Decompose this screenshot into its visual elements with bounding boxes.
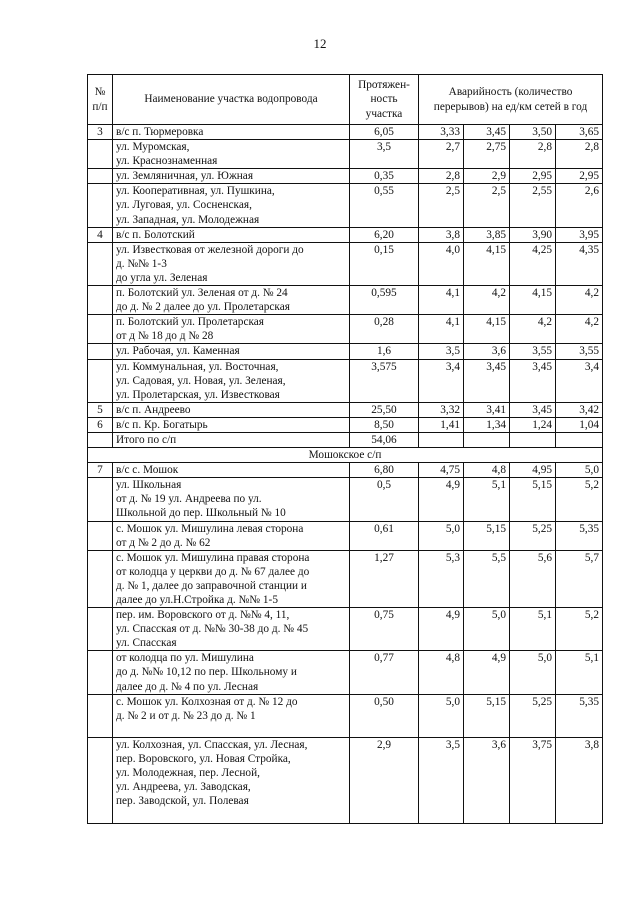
failure-rate-3: 2,55 (510, 184, 556, 227)
section-name (113, 242, 350, 285)
section-name-line: пер. Воровского, ул. Новая Стройка, (116, 753, 291, 766)
failure-rate-2: 3,85 (464, 227, 510, 242)
table-row (88, 184, 603, 227)
section-length: 0,35 (350, 169, 419, 184)
section-length: 0,28 (350, 315, 419, 344)
failure-rate-3: 2,8 (510, 140, 556, 169)
failure-rate-3: 3,45 (510, 402, 556, 417)
table-row (88, 125, 603, 140)
failure-rate-1: 1,41 (419, 417, 464, 432)
failure-rate-4: 4,2 (556, 315, 603, 344)
failure-rate-2: 4,8 (464, 463, 510, 478)
failure-rate-3: 4,95 (510, 463, 556, 478)
section-name-line: от колодца по ул. Мишулина (116, 652, 254, 665)
failure-rate-4: 5,2 (556, 478, 603, 521)
section-name-line: от д № 2 до д. № 62 (116, 536, 211, 549)
header-rate: Аварийность (количество перерывов) на ед/км сетей в год (419, 75, 603, 125)
row-number (88, 478, 113, 521)
failure-rate-3: 4,15 (510, 286, 556, 315)
table-row (88, 651, 603, 694)
row-number (88, 694, 113, 737)
failure-rate-2: 3,45 (464, 125, 510, 140)
section-name-line: пер. Заводской, ул. Полевая (116, 795, 249, 808)
failure-rate-3: 3,45 (510, 359, 556, 402)
section-length: 0,50 (350, 694, 419, 737)
failure-rate-2: 3,6 (464, 344, 510, 359)
failure-rate-4: 3,4 (556, 359, 603, 402)
failure-rate-3: 3,75 (510, 737, 556, 823)
section-name (113, 344, 350, 359)
row-number (88, 140, 113, 169)
row-number: 7 (88, 463, 113, 478)
section-name (113, 417, 350, 432)
section-row (88, 448, 603, 463)
section-length: 8,50 (350, 417, 419, 432)
section-name-line: до угла ул. Зеленая (116, 271, 208, 284)
row-number: 6 (88, 417, 113, 432)
section-name-line: ул. Кооперативная, ул. Пушкина, (116, 185, 275, 198)
table-row (88, 432, 603, 447)
failure-rate-2 (464, 432, 510, 447)
section-name-line: далее до д. № 4 по ул. Лесная (116, 680, 259, 693)
row-number (88, 737, 113, 823)
failure-rate-4: 3,65 (556, 125, 603, 140)
section-name (113, 651, 350, 694)
failure-rate-4: 5,35 (556, 521, 603, 550)
section-name (113, 169, 350, 184)
failure-rate-3: 3,55 (510, 344, 556, 359)
failure-rate-1: 4,1 (419, 315, 464, 344)
section-name-line: д. № 2 и от д. № 23 до д. № 1 (116, 709, 256, 722)
section-length: 3,5 (350, 140, 419, 169)
failure-rate-4: 2,95 (556, 169, 603, 184)
row-number: 4 (88, 227, 113, 242)
failure-rate-1: 3,5 (419, 344, 464, 359)
section-name-line: до д. №№ 10,12 по пер. Школьному и (116, 666, 297, 679)
section-name-line: ул. Известковая от железной дороги до (116, 243, 304, 256)
row-number (88, 184, 113, 227)
section-name-line: д. № 1, далее до заправочной станции и (116, 579, 307, 592)
table-row (88, 402, 603, 417)
failure-rate-4: 4,35 (556, 242, 603, 285)
failure-rate-1: 4,9 (419, 478, 464, 521)
row-number (88, 521, 113, 550)
failure-rate-3: 3,50 (510, 125, 556, 140)
section-name (113, 140, 350, 169)
section-length: 1,6 (350, 344, 419, 359)
failure-rate-4: 2,8 (556, 140, 603, 169)
section-name-line: пер. им. Воровского от д. №№ 4, 11, (116, 609, 290, 622)
row-number (88, 550, 113, 607)
section-length: 6,80 (350, 463, 419, 478)
table-row (88, 315, 603, 344)
section-name-line: д. №№ 1-3 (116, 257, 167, 270)
failure-rate-4: 3,55 (556, 344, 603, 359)
section-name-line: далее до ул.Н.Стройка д. №№ 1-5 (116, 594, 278, 606)
table-row (88, 417, 603, 432)
section-name-line: ул. Спасская (116, 637, 177, 650)
failure-rate-2: 2,75 (464, 140, 510, 169)
failure-rate-3: 3,90 (510, 227, 556, 242)
failure-rate-2: 5,15 (464, 521, 510, 550)
row-number (88, 169, 113, 184)
section-name-line: ул. Школьная (116, 479, 182, 492)
row-number (88, 608, 113, 651)
failure-rate-2: 4,15 (464, 242, 510, 285)
failure-rate-1: 4,9 (419, 608, 464, 651)
failure-rate-1: 4,1 (419, 286, 464, 315)
table-row (88, 463, 603, 478)
section-length: 0,5 (350, 478, 419, 521)
water-network-table (87, 74, 603, 824)
header-num: № п/п (88, 75, 113, 125)
section-name (113, 608, 350, 651)
failure-rate-4 (556, 432, 603, 447)
failure-rate-4: 3,95 (556, 227, 603, 242)
header-length: Протяжен-ность участка (350, 75, 419, 125)
section-length: 3,575 (350, 359, 419, 402)
section-name-line: ул. Луговая, ул. Сосненская, (116, 199, 252, 212)
table-row (88, 344, 603, 359)
section-name-line: с. Мошок ул. Мишулина правая сторона (116, 551, 310, 564)
failure-rate-1: 3,5 (419, 737, 464, 823)
section-name (113, 463, 350, 478)
row-number (88, 315, 113, 344)
failure-rate-4: 5,35 (556, 694, 603, 737)
section-name (113, 550, 350, 607)
section-name-line: ул. Пролетарская, ул. Известковая (116, 388, 280, 401)
failure-rate-2: 2,5 (464, 184, 510, 227)
table-row (88, 359, 603, 402)
section-name-line: от д № 18 до д № 28 (116, 330, 214, 343)
section-name-line: ул. Коммунальная, ул. Восточная, (116, 360, 279, 373)
section-length: 1,27 (350, 550, 419, 607)
section-name-line: ул. Западная, ул. Молодежная (116, 213, 260, 226)
failure-rate-3: 4,25 (510, 242, 556, 285)
failure-rate-1: 3,33 (419, 125, 464, 140)
row-number (88, 344, 113, 359)
section-name-line: в/с п. Болотский (116, 228, 195, 241)
failure-rate-3: 2,95 (510, 169, 556, 184)
header-name: Наименование участка водопровода (113, 75, 350, 125)
table-row (88, 286, 603, 315)
failure-rate-1: 5,0 (419, 521, 464, 550)
section-length: 54,06 (350, 432, 419, 447)
page-number: 12 (313, 36, 327, 51)
failure-rate-1: 2,7 (419, 140, 464, 169)
section-name (113, 227, 350, 242)
section-name-line: п. Болотский ул. Зеленая от д. № 24 (116, 287, 288, 300)
section-length: 6,20 (350, 227, 419, 242)
failure-rate-1: 5,3 (419, 550, 464, 607)
section-length: 25,50 (350, 402, 419, 417)
section-length: 0,595 (350, 286, 419, 315)
section-length: 0,15 (350, 242, 419, 285)
section-title: Мошокское с/п (88, 448, 603, 463)
failure-rate-2: 5,1 (464, 478, 510, 521)
table-row (88, 242, 603, 285)
failure-rate-4: 5,1 (556, 651, 603, 694)
section-name (113, 286, 350, 315)
failure-rate-2: 3,45 (464, 359, 510, 402)
section-name-line: ул. Земляничная, ул. Южная (116, 170, 254, 183)
section-name (113, 359, 350, 402)
section-name-line: Итого по с/п (116, 433, 177, 446)
failure-rate-2: 5,0 (464, 608, 510, 651)
section-length: 0,77 (350, 651, 419, 694)
failure-rate-2: 5,15 (464, 694, 510, 737)
row-number: 5 (88, 402, 113, 417)
section-name-line: от колодца у церкви до д. № 67 далее до (116, 565, 310, 578)
section-length: 2,9 (350, 737, 419, 823)
table-row (88, 608, 603, 651)
table-row (88, 227, 603, 242)
section-name-line: с. Мошок ул. Мишулина левая сторона (116, 522, 304, 535)
table-row (88, 140, 603, 169)
failure-rate-2: 4,15 (464, 315, 510, 344)
failure-rate-2: 4,9 (464, 651, 510, 694)
row-number: 3 (88, 125, 113, 140)
failure-rate-4: 3,42 (556, 402, 603, 417)
section-name-line: от д. № 19 ул. Андреева по ул. (116, 493, 262, 506)
section-name-line: ул. Спасская от д. №№ 30-38 до д. № 45 (116, 623, 309, 636)
failure-rate-3: 5,6 (510, 550, 556, 607)
row-number (88, 286, 113, 315)
section-name-line: в/с п. Андреево (116, 403, 191, 416)
failure-rate-1: 4,0 (419, 242, 464, 285)
failure-rate-3: 5,1 (510, 608, 556, 651)
section-name-line: в/с п. Кр. Богатырь (116, 418, 208, 431)
failure-rate-3: 5,0 (510, 651, 556, 694)
table-row (88, 694, 603, 737)
section-name (113, 737, 350, 823)
section-length: 0,55 (350, 184, 419, 227)
failure-rate-2: 3,6 (464, 737, 510, 823)
failure-rate-4: 5,2 (556, 608, 603, 651)
section-name (113, 432, 350, 447)
section-length: 0,61 (350, 521, 419, 550)
failure-rate-4: 3,8 (556, 737, 603, 823)
section-name-line: до д. № 2 далее до ул. Пролетарская (116, 301, 290, 314)
table-row (88, 169, 603, 184)
failure-rate-3: 5,15 (510, 478, 556, 521)
failure-rate-1: 3,4 (419, 359, 464, 402)
section-name-line: ул. Колхозная, ул. Спасская, ул. Лесная, (116, 738, 308, 751)
failure-rate-3 (510, 432, 556, 447)
section-name-line: ул. Рабочая, ул. Каменная (116, 345, 240, 358)
failure-rate-2: 3,41 (464, 402, 510, 417)
section-length: 0,75 (350, 608, 419, 651)
section-name (113, 184, 350, 227)
section-name (113, 694, 350, 737)
row-number (88, 651, 113, 694)
section-name (113, 402, 350, 417)
failure-rate-2: 1,34 (464, 417, 510, 432)
section-name (113, 315, 350, 344)
section-name (113, 521, 350, 550)
failure-rate-1: 5,0 (419, 694, 464, 737)
table-row (88, 478, 603, 521)
table-row (88, 550, 603, 607)
table-row (88, 737, 603, 823)
section-name-line: ул. Краснознаменная (116, 155, 218, 168)
section-name-line: ул. Молодежная, пер. Лесной, (116, 767, 260, 780)
failure-rate-1: 4,8 (419, 651, 464, 694)
row-number (88, 432, 113, 447)
failure-rate-4: 1,04 (556, 417, 603, 432)
failure-rate-4: 4,2 (556, 286, 603, 315)
section-name-line: с. Мошок ул. Колхозная от д. № 12 до (116, 695, 298, 708)
failure-rate-3: 1,24 (510, 417, 556, 432)
section-name-line: в/с п. Тюрмеровка (116, 126, 204, 138)
failure-rate-1: 2,8 (419, 169, 464, 184)
failure-rate-3: 5,25 (510, 521, 556, 550)
section-name-line: в/с с. Мошок (116, 464, 179, 477)
section-length: 6,05 (350, 125, 419, 140)
section-name-line: ул. Муромская, (116, 141, 190, 154)
failure-rate-4: 5,7 (556, 550, 603, 607)
table-header-row (88, 75, 603, 125)
section-name (113, 125, 350, 140)
table-body (88, 125, 603, 824)
failure-rate-1: 3,32 (419, 402, 464, 417)
failure-rate-3: 5,25 (510, 694, 556, 737)
section-name-line: ул. Садовая, ул. Новая, ул. Зеленая, (116, 374, 286, 387)
section-name (113, 478, 350, 521)
table-row (88, 521, 603, 550)
failure-rate-4: 2,6 (556, 184, 603, 227)
failure-rate-2: 5,5 (464, 550, 510, 607)
section-name-line: ул. Андреева, ул. Заводская, (116, 781, 251, 794)
row-number (88, 242, 113, 285)
failure-rate-3: 4,2 (510, 315, 556, 344)
section-name-line: п. Болотский ул. Пролетарская (116, 316, 264, 329)
failure-rate-2: 4,2 (464, 286, 510, 315)
failure-rate-1 (419, 432, 464, 447)
row-number (88, 359, 113, 402)
section-name-line: Школьной до пер. Школьный № 10 (116, 507, 286, 520)
failure-rate-1: 3,8 (419, 227, 464, 242)
failure-rate-1: 4,75 (419, 463, 464, 478)
failure-rate-4: 5,0 (556, 463, 603, 478)
failure-rate-2: 2,9 (464, 169, 510, 184)
failure-rate-1: 2,5 (419, 184, 464, 227)
